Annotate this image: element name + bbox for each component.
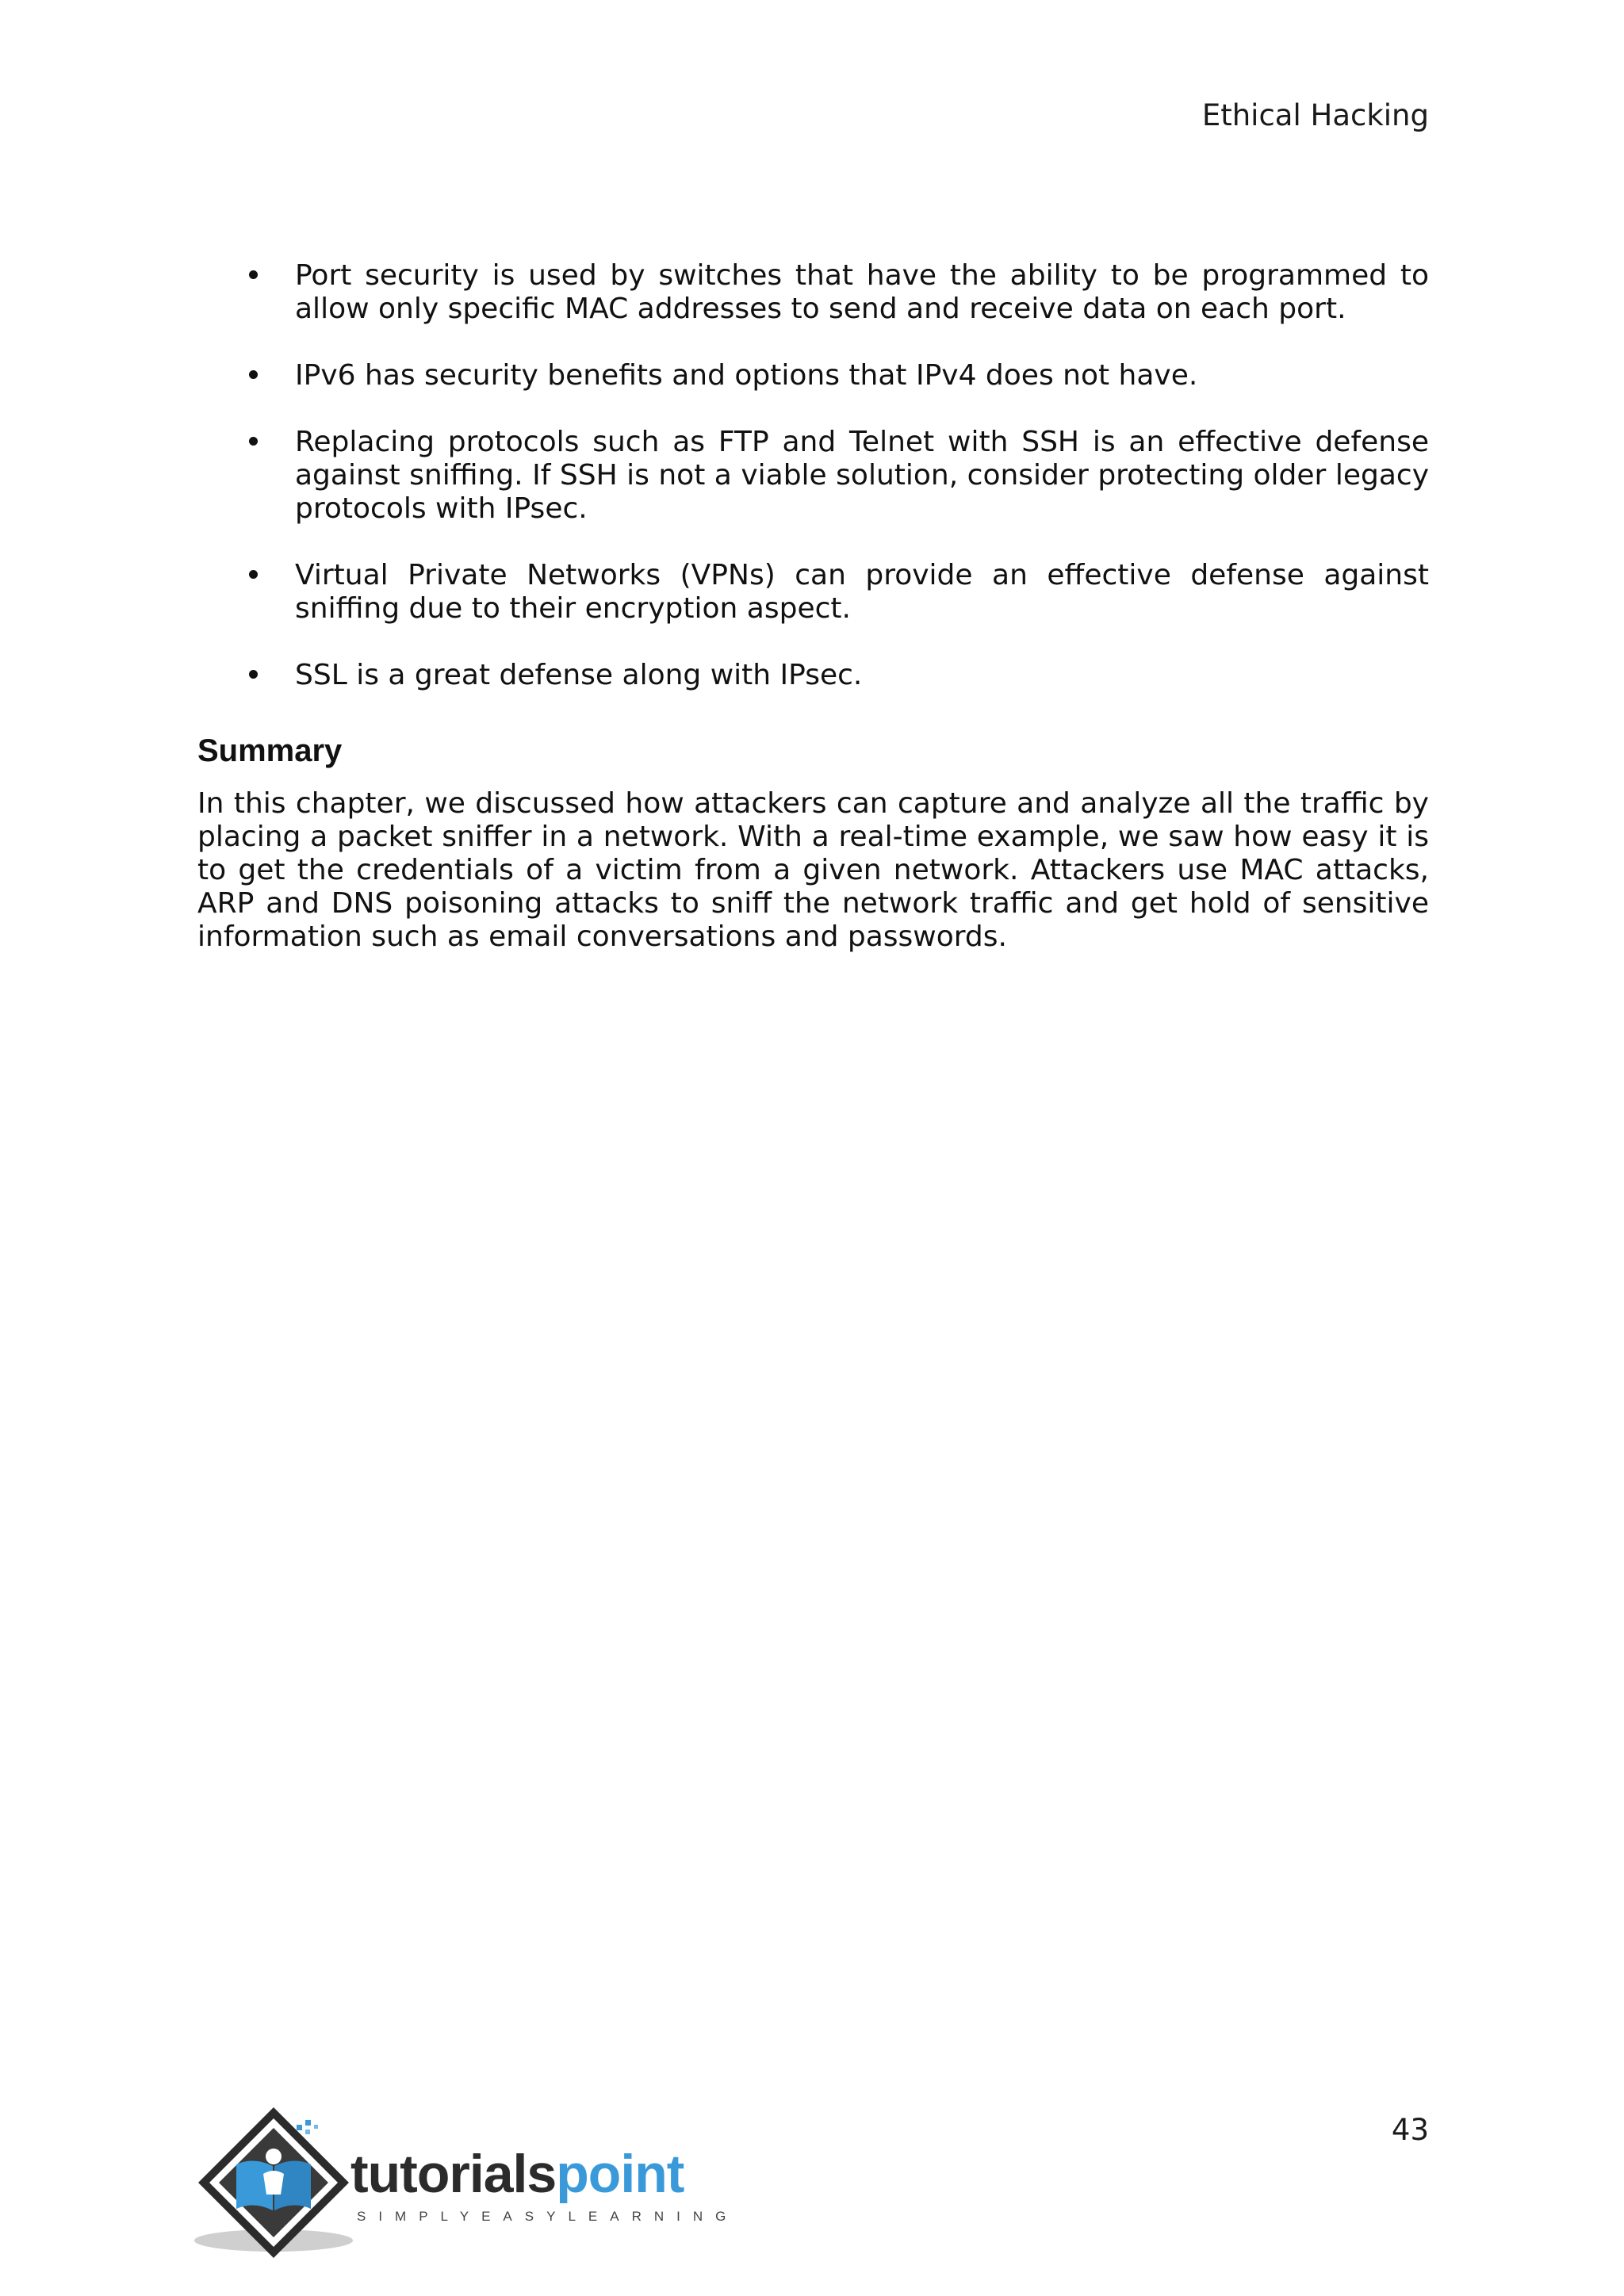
bullet-item — [238, 259, 1429, 326]
section-heading: Summary — [197, 733, 343, 768]
page-header-title: Ethical Hacking — [1201, 98, 1429, 132]
bullet-text: SSL is a great defense along with IPsec. — [295, 659, 863, 691]
summary-paragraph: In this chapter, we discussed how attackers can capture and analyze all the traffic by placing a packet sniffer in a network. With a real-time example, we saw how easy it is to get the credentials of a victim from a given network. Attackers use MAC attacks, ARP and DNS poisoning attacks to sniff the network traffic and get hold of sensitive information such as email conversations and passwords. — [197, 787, 1429, 953]
logo-wordmark — [350, 2144, 684, 2204]
bullet-item — [238, 659, 1429, 692]
logo-emblem-icon — [190, 2101, 365, 2260]
bullet-list — [238, 259, 1429, 725]
bullet-icon — [249, 270, 258, 279]
logo-tagline: SIMPLYEASYLEARNING — [357, 2209, 739, 2224]
logo-word-tutorials: tutorials — [350, 2144, 557, 2204]
bullet-item — [238, 426, 1429, 526]
page-number: 43 — [1391, 2113, 1429, 2147]
tutorialspoint-logo — [190, 2101, 739, 2260]
bullet-text: Replacing protocols such as FTP and Telnet with SSH is an effective defense against sniffing. If SSH is not a viable solution, consider protecting older legacy protocols with IPsec. — [295, 426, 1429, 525]
bullet-text: Virtual Private Networks (VPNs) can provide an effective defense against sniffing due to their encryption aspect. — [295, 559, 1429, 625]
bullet-item — [238, 359, 1429, 392]
bullet-icon — [249, 437, 258, 446]
bullet-text: IPv6 has security benefits and options that IPv4 does not have. — [295, 359, 1198, 392]
logo-word-point: point — [556, 2144, 684, 2204]
bullet-icon — [249, 670, 258, 679]
bullet-icon — [249, 370, 258, 379]
bullet-icon — [249, 570, 258, 579]
bullet-item — [238, 559, 1429, 626]
bullet-text: Port security is used by switches that have the ability to be programmed to allow only specific MAC addresses to send and receive data on each port. — [295, 259, 1429, 325]
